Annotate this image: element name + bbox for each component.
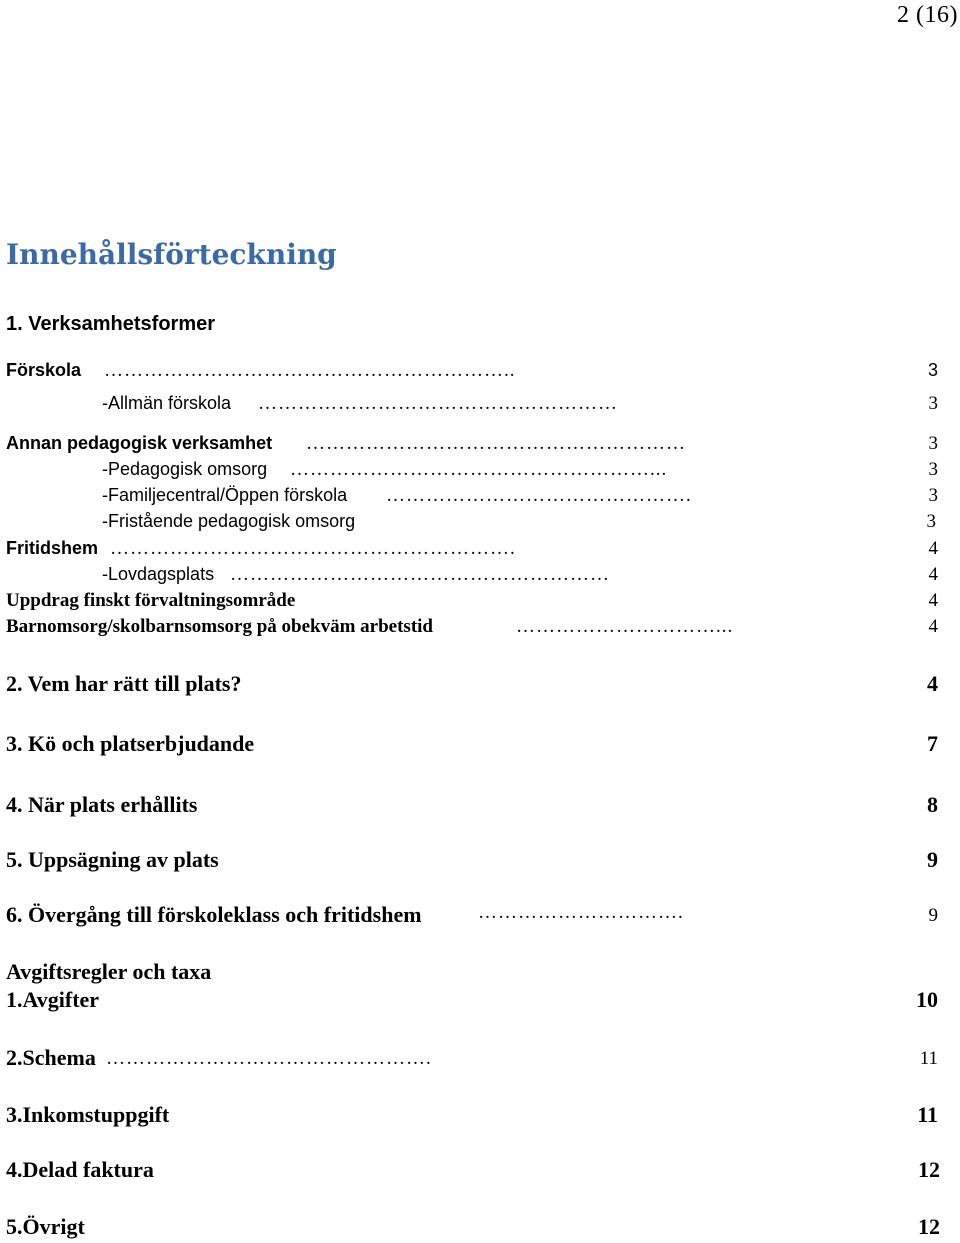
toc-fee-label: 4.Delad faktura — [6, 1157, 154, 1182]
toc-chapter-label: 3. Kö och platserbjudande — [6, 731, 255, 756]
toc-leader-dots: ……………………………………………………. — [110, 538, 516, 559]
toc-chapter-entry[interactable] — [0, 792, 960, 822]
toc-entry-label: Fritidshem — [6, 538, 99, 558]
toc-fee-label: 1.Avgifter — [6, 987, 100, 1012]
toc-entry[interactable] — [0, 564, 960, 590]
toc-fee-page: 11 — [919, 1048, 938, 1069]
toc-entry-page: 4 — [928, 564, 938, 585]
toc-entry-page: 3 — [928, 459, 938, 480]
toc-chapter-label: 5. Uppsägning av plats — [6, 847, 219, 872]
toc-entry-label: Uppdrag finskt förvaltningsområde — [6, 590, 296, 611]
toc-chapter-entry[interactable] — [0, 671, 960, 701]
toc-chapter-page: 4 — [927, 671, 938, 696]
toc-leader-dots: ………………………………………. — [386, 485, 692, 506]
toc-leader-dots: ………………………………………………… — [230, 564, 610, 585]
toc-chapter-page: 9 — [927, 847, 938, 872]
toc-fee-page: 10 — [916, 987, 938, 1012]
toc-entry[interactable] — [0, 485, 960, 511]
toc-entry[interactable] — [0, 433, 960, 459]
toc-entry-page: 4 — [928, 590, 938, 611]
toc-chapter-page: 9 — [928, 905, 938, 926]
toc-entry-label: -Lovdagsplats — [102, 564, 215, 584]
toc-entry-label: -Allmän förskola — [102, 393, 232, 413]
toc-entry[interactable] — [0, 538, 960, 564]
toc-entry-label: Annan pedagogisk verksamhet — [6, 433, 273, 453]
toc-chapter-page: 8 — [927, 792, 938, 817]
toc-leader-dots: …………………………... — [516, 616, 734, 637]
toc-entry-page: 4 — [928, 538, 938, 559]
toc-leader-dots: ………………………………………………… — [306, 433, 686, 454]
toc-entry[interactable] — [0, 511, 960, 537]
toc-fee-label: 3.Inkomstuppgift — [6, 1102, 170, 1127]
toc-chapter-entry[interactable] — [0, 731, 960, 761]
toc-entry[interactable] — [0, 459, 960, 485]
toc-entry-page: 3 — [926, 511, 936, 532]
section-heading-avgiftsregler: Avgiftsregler och taxa — [6, 959, 212, 984]
toc-fee-entry[interactable] — [0, 1045, 960, 1075]
toc-entry-page: 3 — [928, 485, 938, 506]
toc-chapter-entry[interactable] — [0, 847, 960, 877]
toc-entry-page: 3 — [927, 360, 938, 380]
toc-entry[interactable] — [0, 360, 960, 386]
toc-entry-label: Förskola — [6, 360, 82, 380]
toc-entry[interactable] — [0, 393, 960, 419]
toc-chapter-page: 7 — [927, 731, 938, 756]
toc-leader-dots: …………………………………………………….. — [104, 360, 516, 381]
toc-entry-label: -Familjecentral/Öppen förskola — [102, 485, 348, 505]
toc-entry-page: 4 — [928, 616, 938, 637]
section-heading-verksamhetsformer: 1. Verksamhetsformer — [6, 313, 216, 335]
toc-chapter-label: 6. Övergång till förskoleklass och fritidshem — [6, 902, 422, 927]
toc-fee-entry[interactable] — [0, 1157, 960, 1187]
toc-entry[interactable] — [0, 590, 960, 616]
toc-chapter-entry[interactable] — [0, 902, 960, 932]
toc-entry-page: 3 — [928, 393, 938, 414]
toc-fee-entry[interactable] — [0, 987, 960, 1017]
toc-fee-label: 5.Övrigt — [6, 1214, 85, 1239]
toc-entry-label: -Fristående pedagogisk omsorg — [102, 511, 356, 531]
toc-fee-page: 11 — [917, 1102, 938, 1127]
toc-entry-label: -Pedagogisk omsorg — [102, 459, 268, 479]
toc-leader-dots: ……………………………………………… — [258, 393, 618, 414]
toc-entry-page: 3 — [928, 433, 938, 454]
toc-chapter-label: 2. Vem har rätt till plats? — [6, 671, 242, 696]
toc-leader-dots: …………………………. — [478, 902, 684, 923]
toc-fee-entry[interactable] — [0, 1214, 960, 1242]
toc-leader-dots: …………………………………………. — [106, 1048, 432, 1069]
toc-leader-dots: ………………………………………………... — [290, 459, 668, 480]
toc-entry-label: Barnomsorg/skolbarnsomsorg på obekväm arbetstid — [6, 616, 433, 637]
toc-fee-entry[interactable] — [0, 1102, 960, 1132]
toc-fee-label: 2.Schema — [6, 1045, 96, 1070]
toc-title: Innehållsförteckning — [6, 238, 337, 271]
toc-fee-page: 12 — [918, 1157, 940, 1182]
toc-chapter-label: 4. När plats erhållits — [6, 792, 198, 817]
toc-entry[interactable] — [0, 616, 960, 642]
toc-fee-page: 12 — [918, 1214, 940, 1239]
page-number: 2 (16) — [897, 2, 958, 28]
